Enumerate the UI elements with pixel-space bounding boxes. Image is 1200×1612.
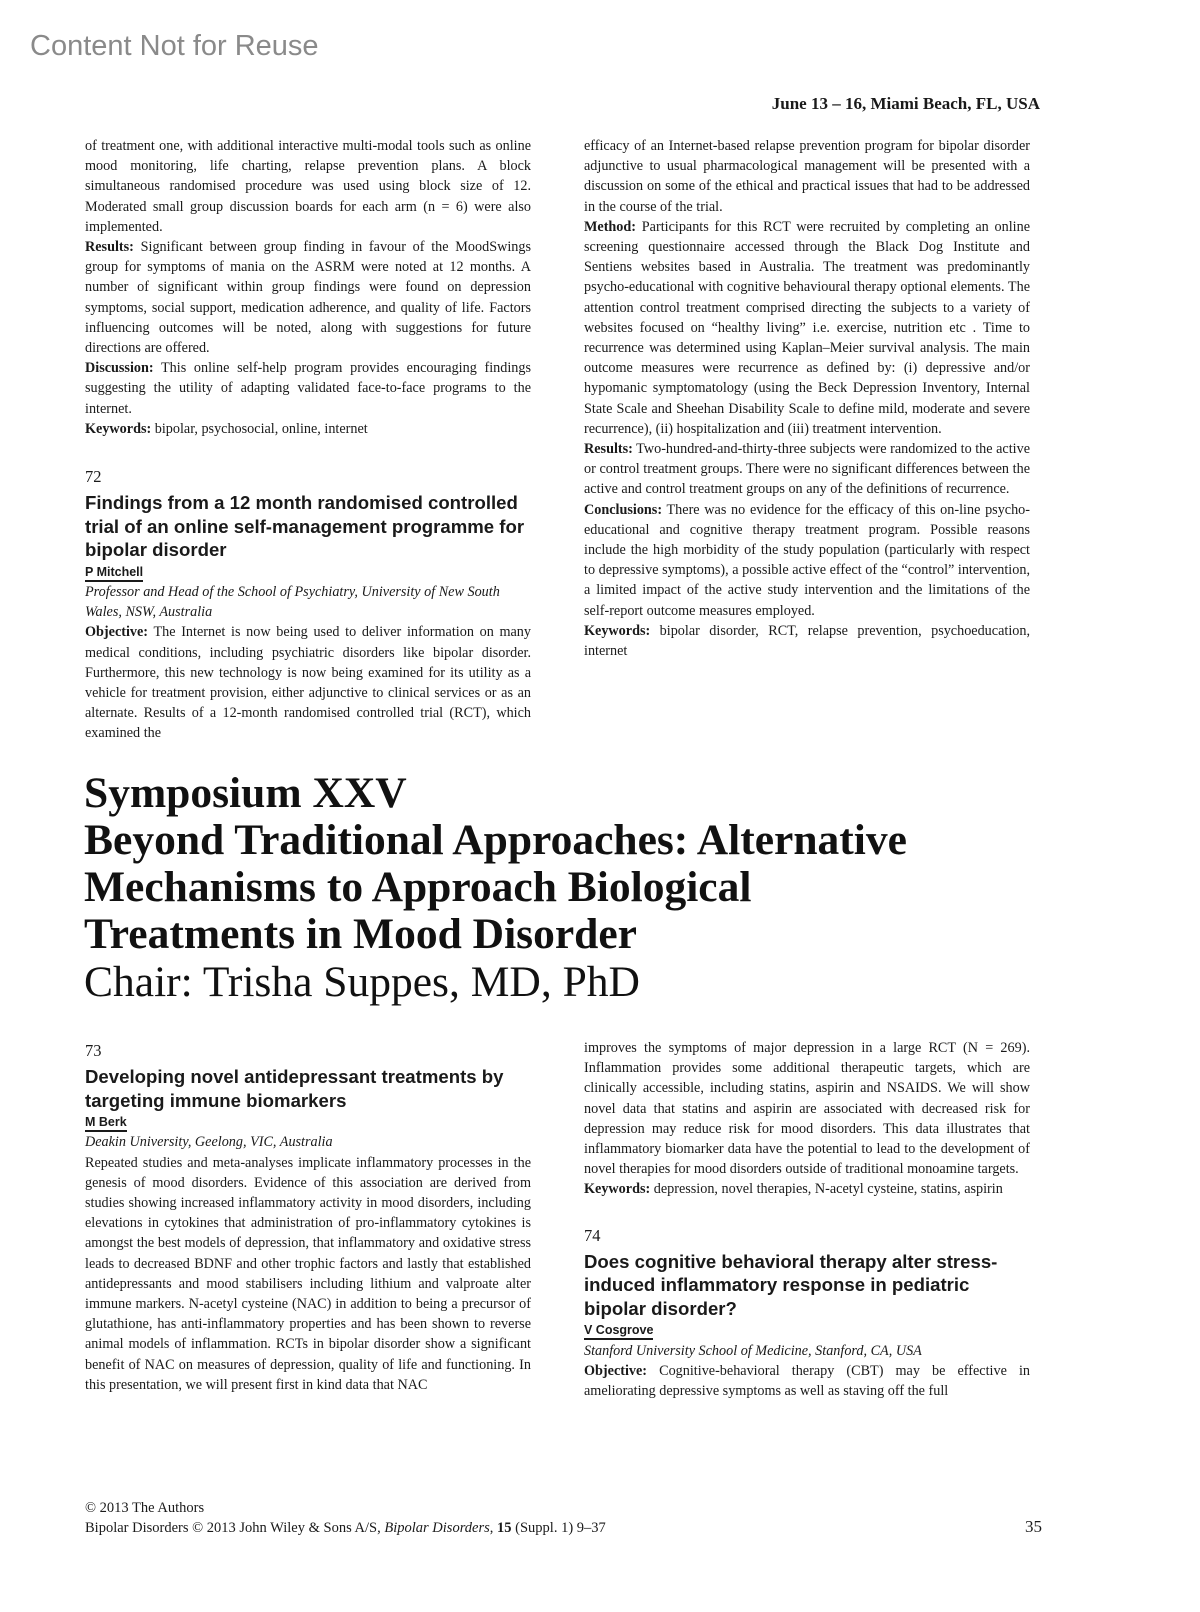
method-paragraph: Method: Participants for this RCT were recruited by completing an online screening questionnaire accessed through the Black Dog Institute and Sentiens websites based in Australia. The treatment was predominantly psycho-educational with cognitive behavioural therapy optional elements. The attention control treatment comprised directing the subjects to a variety of websites focused on “healthy living” i.e. exercise, nutrition etc . Time to recurrence was determined using Kaplan–Meier survival analysis. The main outcome measures were recurrence as defined by: (i) depressive and/or hypomanic symptomatology (using the Beck Depression Inventory, Internal State Scale and Sheehan Disability Scale to define mild, moderate and severe recurrence), (ii) hospitalization and (iii) treatment intervention.	[584, 218, 1030, 437]
symposium-chair: Chair: Trisha Suppes, MD, PhD	[84, 958, 640, 1006]
author-name: P Mitchell	[85, 564, 143, 582]
conference-header: June 13 – 16, Miami Beach, FL, USA	[771, 94, 1040, 113]
body-paragraph: Repeated studies and meta-analyses implicate inflammatory processes in the genesis of mood disorders. Evidence of this association are derived from studies showing increased inflammatory activity in mood disorders, including elevations in cytokines that administration of pro-inflammatory cytokines is amongst the best models of depression, that inflammatory and oxidative stress leads to decreased BDNF and other trophic factors and lastly that established antidepressants and mood stabilisers including lithium and valproate alter immune markers. N-acetyl cysteine (NAC) in addition to being a precursor of glutathione, has anti-inflammatory properties and has been shown to reverse animal models of inflammation. RCTs in bipolar disorder show a significant benefit of NAC on measures of depression, quality of life and functioning. In this presentation, we will present first in kind data that NAC	[85, 1154, 531, 1393]
results-paragraph: Results: Two-hundred-and-thirty-three subjects were randomized to the active or control treatment groups. There were no significant differences between the active and control treatment groups on any of the definitions of recurrence.	[584, 441, 1030, 498]
column-bottom-left	[85, 1041, 531, 1395]
column-top-left	[85, 136, 531, 744]
footer	[85, 1499, 606, 1538]
conclusions-paragraph: Conclusions: There was no evidence for the efficacy of this on-line psycho-educational and cognitive therapy treatment program. Possible reasons include the high morbidity of the study population (particularly with respect to depressive symptoms), a possible active effect of the “control” intervention, a limited impact of the active study intervention and the limitations of the self-report outcome measures employed.	[584, 501, 1030, 619]
abstract-title: Findings from a 12 month randomised controlled trial of an online self-management programme for bipolar disorder	[85, 492, 525, 561]
affiliation: Stanford University School of Medicine, Stanford, CA, USA	[584, 1342, 922, 1359]
abstract-title: Developing novel antidepressant treatments by targeting immune biomarkers	[85, 1066, 504, 1111]
symposium-title-line: Beyond Traditional Approaches: Alternative	[84, 816, 907, 864]
page-number: 35	[1025, 1517, 1042, 1536]
watermark: Content Not for Reuse	[30, 30, 319, 62]
symposium-heading	[84, 770, 1084, 1006]
continued-paragraph: improves the symptoms of major depression in a large RCT (N = 269). Inflammation provides some additional therapeutic targets, which are clinically accessible, including statins, aspirin and NSAIDS. We will show novel data that statins and aspirin are associated with decreased risk for depression may reduce risk for mood disorders. This data illustrates that inflammatory biomarker data have the potential to lead to the development of novel therapies for mood disorders outside of traditional monoamine targets.	[584, 1040, 1030, 1178]
symposium-title-line: Treatments in Mood Disorder	[84, 910, 637, 958]
author-name: M Berk	[85, 1114, 127, 1132]
abstract-number: 73	[85, 1041, 102, 1060]
discussion-paragraph: Discussion: This online self-help program provides encouraging findings suggesting the utility of adapting validated face-to-face programs to the internet.	[85, 360, 531, 417]
intro-paragraph: of treatment one, with additional interactive multi-modal tools such as online mood monitoring, life charting, relapse prevention plans. A block simultaneous randomised procedure was used using block size of 12. Moderated small group discussion boards for each arm (n = 6) were also implemented.	[85, 138, 531, 235]
author-name: V Cosgrove	[584, 1322, 653, 1340]
abstract-number: 74	[584, 1225, 601, 1245]
continued-paragraph: efficacy of an Internet-based relapse prevention program for bipolar disorder adjunctive to usual pharmacological management will be presented with a discussion on some of the ethical and practical issues that had to be addressed in the course of the trial.	[584, 138, 1030, 215]
abstract-number: 72	[85, 467, 102, 487]
abstract-title: Does cognitive behavioral therapy alter stress-induced inflammatory response in pediatric bipolar disorder?	[584, 1250, 998, 1319]
results-paragraph: Results: Significant between group finding in favour of the MoodSwings group for symptoms of mania on the ASRM were noted at 12 months. A number of significant within group findings were found on depression symptoms, social support, medication adherence, and quality of life. Factors influencing outcomes will be noted, along with suggestions for future directions are offered.	[85, 239, 531, 357]
column-top-right	[584, 136, 1030, 661]
journal-line: Bipolar Disorders © 2013 John Wiley & Sons A/S, Bipolar Disorders, 15 (Suppl. 1) 9–37	[85, 1519, 606, 1536]
symposium-number: Symposium XXV	[84, 769, 407, 817]
symposium-title-line: Mechanisms to Approach Biological	[84, 863, 752, 911]
copyright-line: © 2013 The Authors	[85, 1500, 205, 1516]
objective-paragraph: Objective: Cognitive-behavioral therapy (CBT) may be effective in ameliorating depressive symptoms as well as staving off the full	[584, 1362, 1030, 1399]
affiliation: Professor and Head of the School of Psychiatry, University of New South Wales, NSW, Australia	[85, 583, 500, 621]
keywords-paragraph: Keywords: depression, novel therapies, N-acetyl cysteine, statins, aspirin	[584, 1181, 1003, 1198]
affiliation: Deakin University, Geelong, VIC, Australia	[85, 1134, 333, 1151]
objective-paragraph: Objective: The Internet is now being used to deliver information on many medical conditions, including psychiatric disorders like bipolar disorder. Furthermore, this new technology is now being examined for its utility as a vehicle for treatment provision, either adjunctive to clinical services or as an alternate. Results of a 12-month randomised controlled trial (RCT), which examined the	[85, 624, 531, 742]
keywords-paragraph: Keywords: bipolar disorder, RCT, relapse prevention, psychoeducation, internet	[584, 622, 1030, 660]
column-bottom-right	[584, 1038, 1030, 1401]
keywords-paragraph: Keywords: bipolar, psychosocial, online, internet	[85, 420, 368, 437]
